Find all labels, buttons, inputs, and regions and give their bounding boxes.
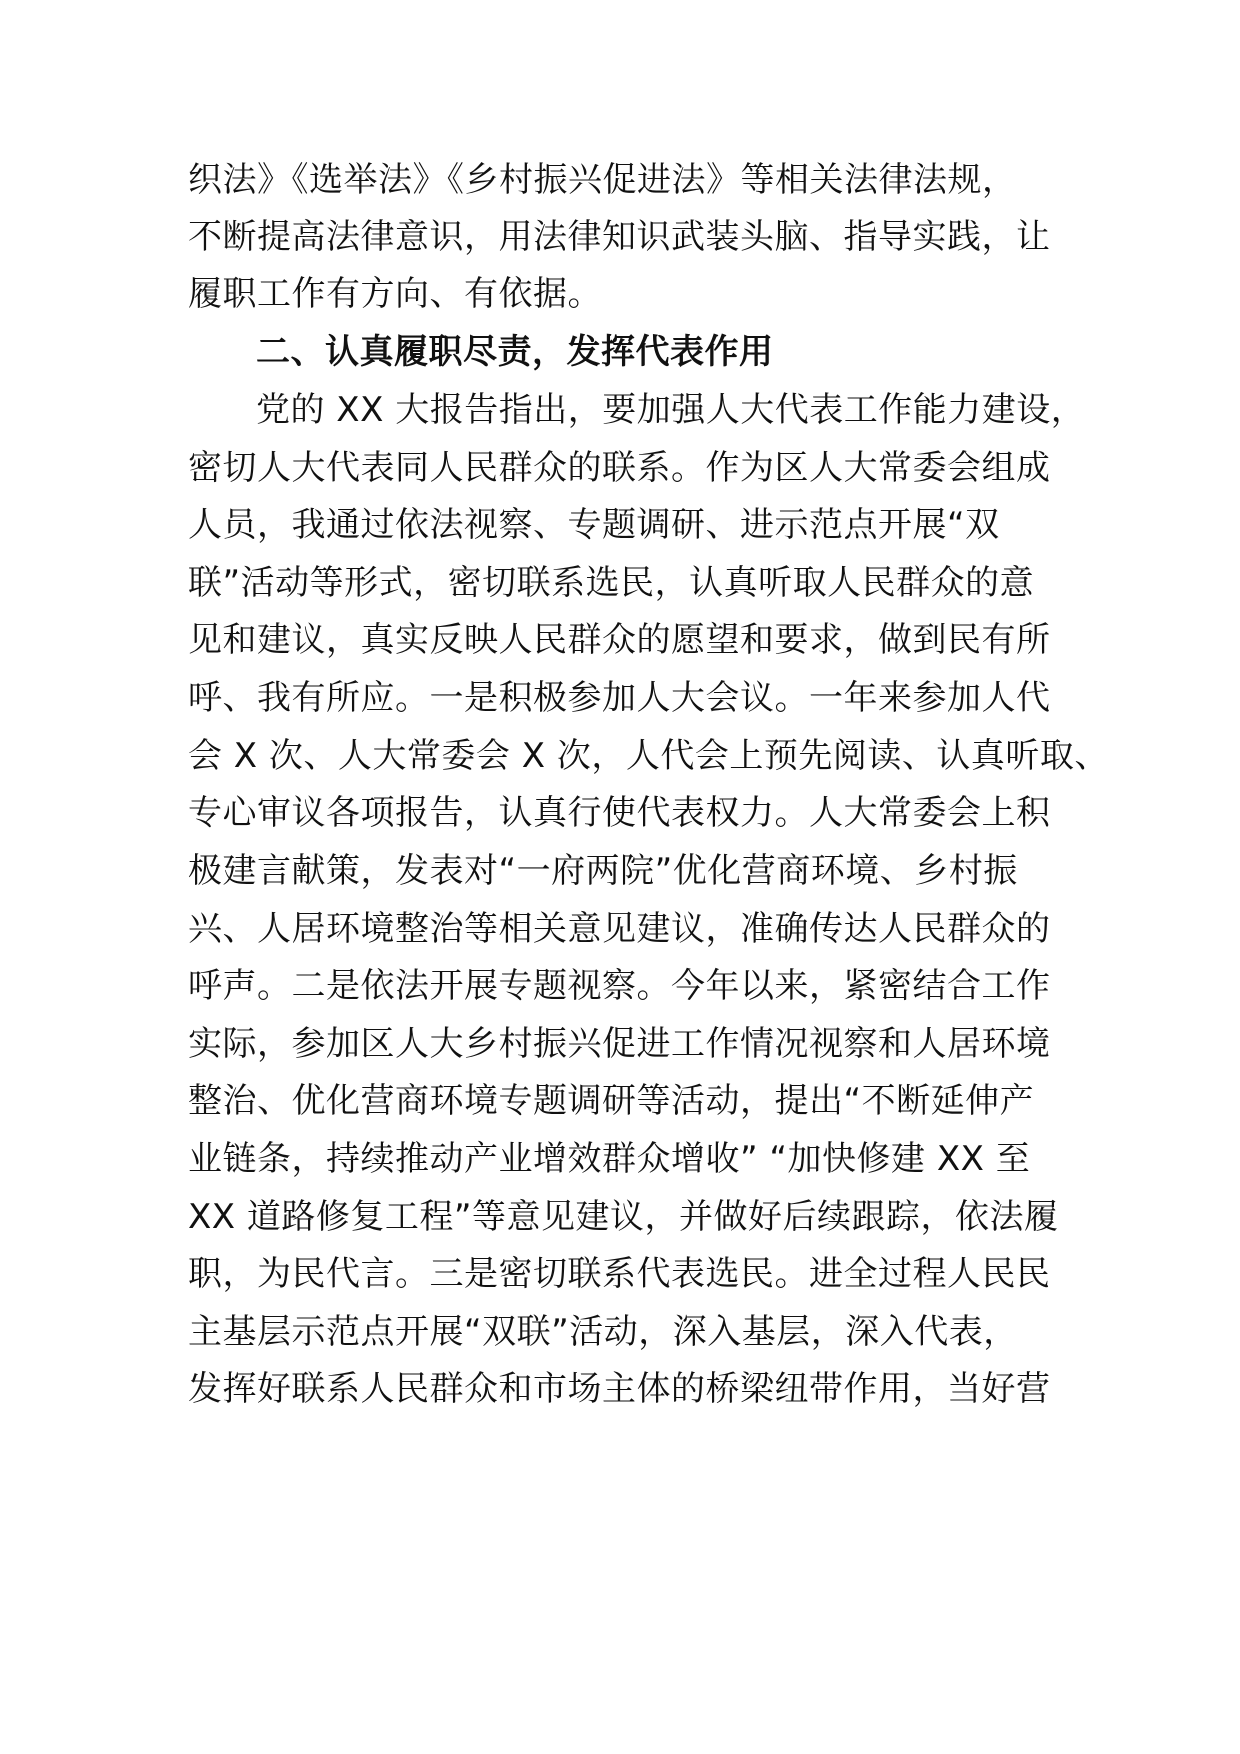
text-line: 密切人大代表同人民群众的联系。作为区人大常委会组成: [188, 448, 1051, 488]
text-line: 联”活动等形式，密切联系选民，认真听取人民群众的意: [188, 563, 1035, 603]
text-line: 实际，参加区人大乡村振兴促进工作情况视察和人居环境: [188, 1024, 1051, 1064]
text-line: 呼声。二是依法开展专题视察。今年以来，紧密结合工作: [188, 966, 1051, 1006]
text-line: XX 道路修复工程”等意见建议，并做好后续跟踪，依法履: [188, 1197, 1059, 1237]
text-line: 呼、我有所应。一是积极参加人大会议。一年来参加人代: [188, 678, 1051, 718]
text-line: 兴、人居环境整治等相关意见建议，准确传达人民群众的: [188, 909, 1051, 949]
text-line: 见和建议，真实反映人民群众的愿望和要求，做到民有所: [188, 620, 1051, 660]
text-line: 织法》《选举法》《乡村振兴促进法》等相关法律法规，: [188, 160, 1017, 200]
text-line: 职，为民代言。三是密切联系代表选民。进全过程人民民: [188, 1254, 1051, 1294]
text-line: 不断提高法律意识，用法律知识武装头脑、指导实践，让: [188, 217, 1051, 257]
text-line: 履职工作有方向、有依据。: [188, 274, 602, 314]
text-line: 党的 XX 大报告指出，要加强人大代表工作能力建设，: [256, 390, 1086, 430]
text-line: 专心审议各项报告，认真行使代表权力。人大常委会上积: [188, 793, 1051, 833]
text-line: 发挥好联系人民群众和市场主体的桥梁纽带作用，当好营: [188, 1369, 1051, 1409]
text-line: 人员，我通过依法视察、专题调研、进示范点开展“双: [188, 505, 1000, 545]
text-line: 主基层示范点开展“双联”活动，深入基层，深入代表，: [188, 1312, 1018, 1352]
text-line: 整治、优化营商环境专题调研等活动，提出“不断延伸产: [188, 1081, 1035, 1121]
text-line: 业链条，持续推动产业增效群众增收” “加快修建 XX 至: [188, 1139, 1031, 1179]
section-heading: 二、认真履职尽责，发挥代表作用: [256, 332, 774, 372]
text-line: 极建言献策，发表对“一府两院”优化营商环境、乡村振: [188, 851, 1018, 891]
text-line: 会 X 次、人大常委会 X 次，人代会上预先阅读、认真听取、: [188, 736, 1109, 776]
